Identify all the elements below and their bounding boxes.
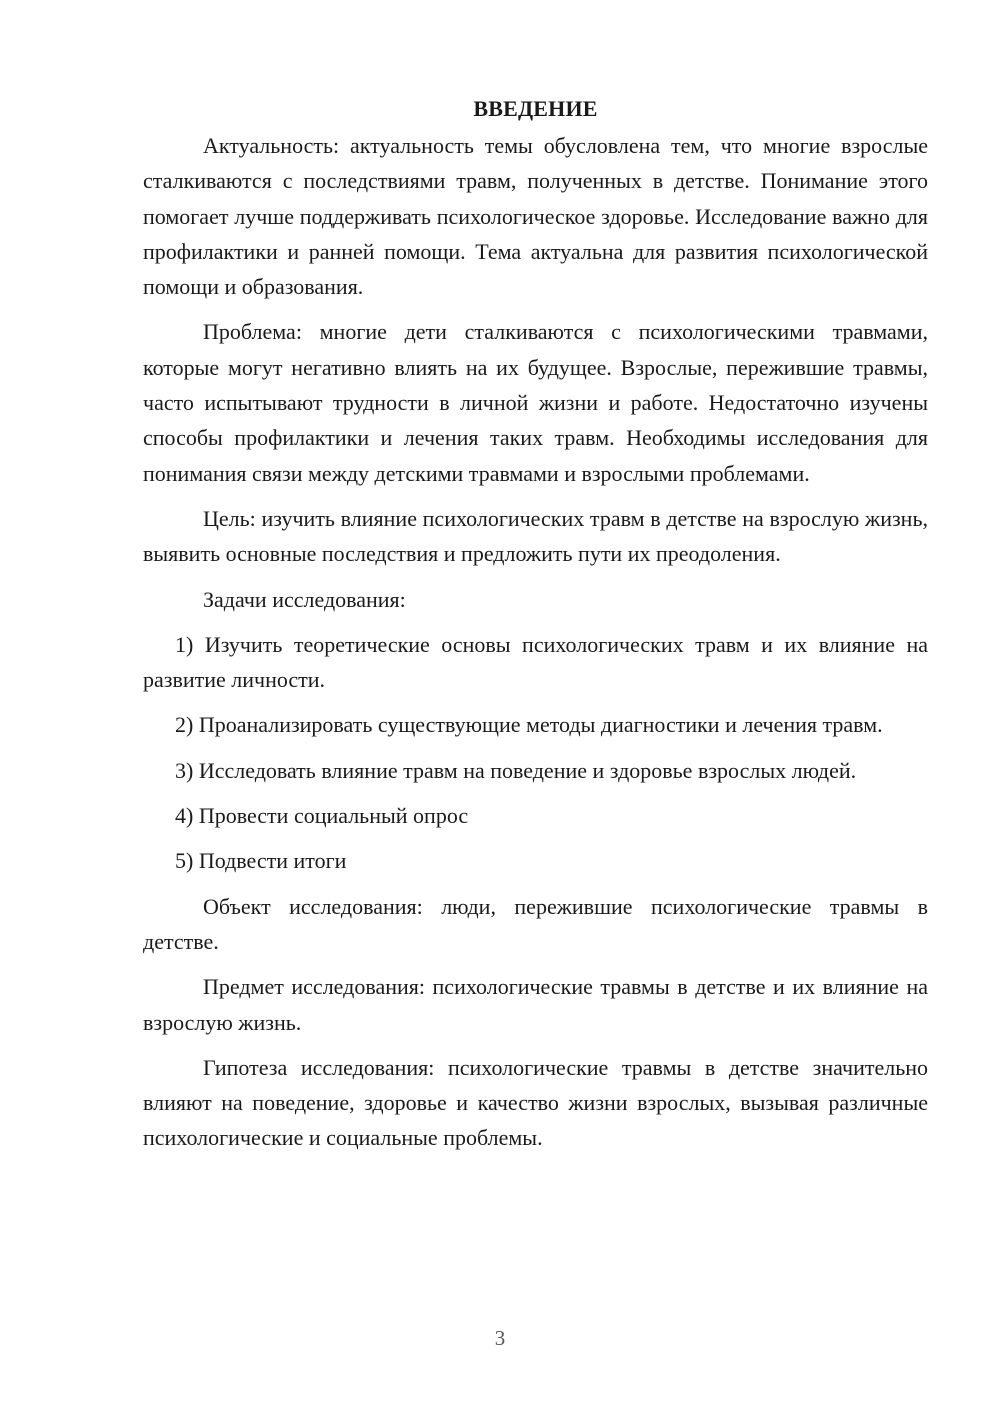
goal-paragraph: Цель: изучить влияние психологических травм в детстве на взрослую жизнь, выявить основные последствия и предложить пути их преодоления. xyxy=(143,505,928,567)
hypothesis-paragraph: Гипотеза исследования: психологические травмы в детстве значительно влияют на поведение, здоровье и качество жизни взрослых, вызывая различные психологические и социальные проблемы. xyxy=(143,1054,928,1151)
task-item: 5) Подвести итоги xyxy=(175,848,347,874)
subject-paragraph: Предмет исследования: психологические травмы в детстве и их влияние на взрослую жизнь. xyxy=(143,974,928,1035)
task-item: 2) Проанализировать существующие методы диагностики и лечения травм. xyxy=(175,712,883,738)
object-paragraph: Объект исследования: люди, пережившие психологические травмы в детстве. xyxy=(143,893,928,954)
task-item: 3) Исследовать влияние травм на поведение и здоровье взрослых людей. xyxy=(175,757,857,783)
task-item: 1) Изучить теоретические основы психологических травм и их влияние на развитие личности. xyxy=(143,631,928,693)
problem-paragraph: Проблема: многие дети сталкиваются с психологическими травмами, которые могут негативно влиять на их будущее. Взрослые, пережившие травмы, часто испытывают трудности в личной жизни и работе. Недостаточно изучены способы профилактики и лечения таких травм. Необходимы исследования для понимания связи между детскими травмами и взрослыми проблемами. xyxy=(143,319,928,486)
relevance-paragraph: Актуальность: актуальность темы обусловлена тем, что многие взрослые сталкиваются с последствиями травм, полученных в детстве. Понимание этого помогает лучше поддерживать психологическое здоровье. Исследование важно для профилактики и ранней помощи. Тема актуальна для развития психологической помощи и образования. xyxy=(143,133,928,300)
page-number: 3 xyxy=(494,1326,506,1350)
task-item: 4) Провести социальный опрос xyxy=(175,803,469,829)
section-title: ВВЕДЕНИЕ xyxy=(473,96,598,121)
page-content xyxy=(143,92,928,1166)
tasks-heading: Задачи исследования: xyxy=(203,586,406,612)
